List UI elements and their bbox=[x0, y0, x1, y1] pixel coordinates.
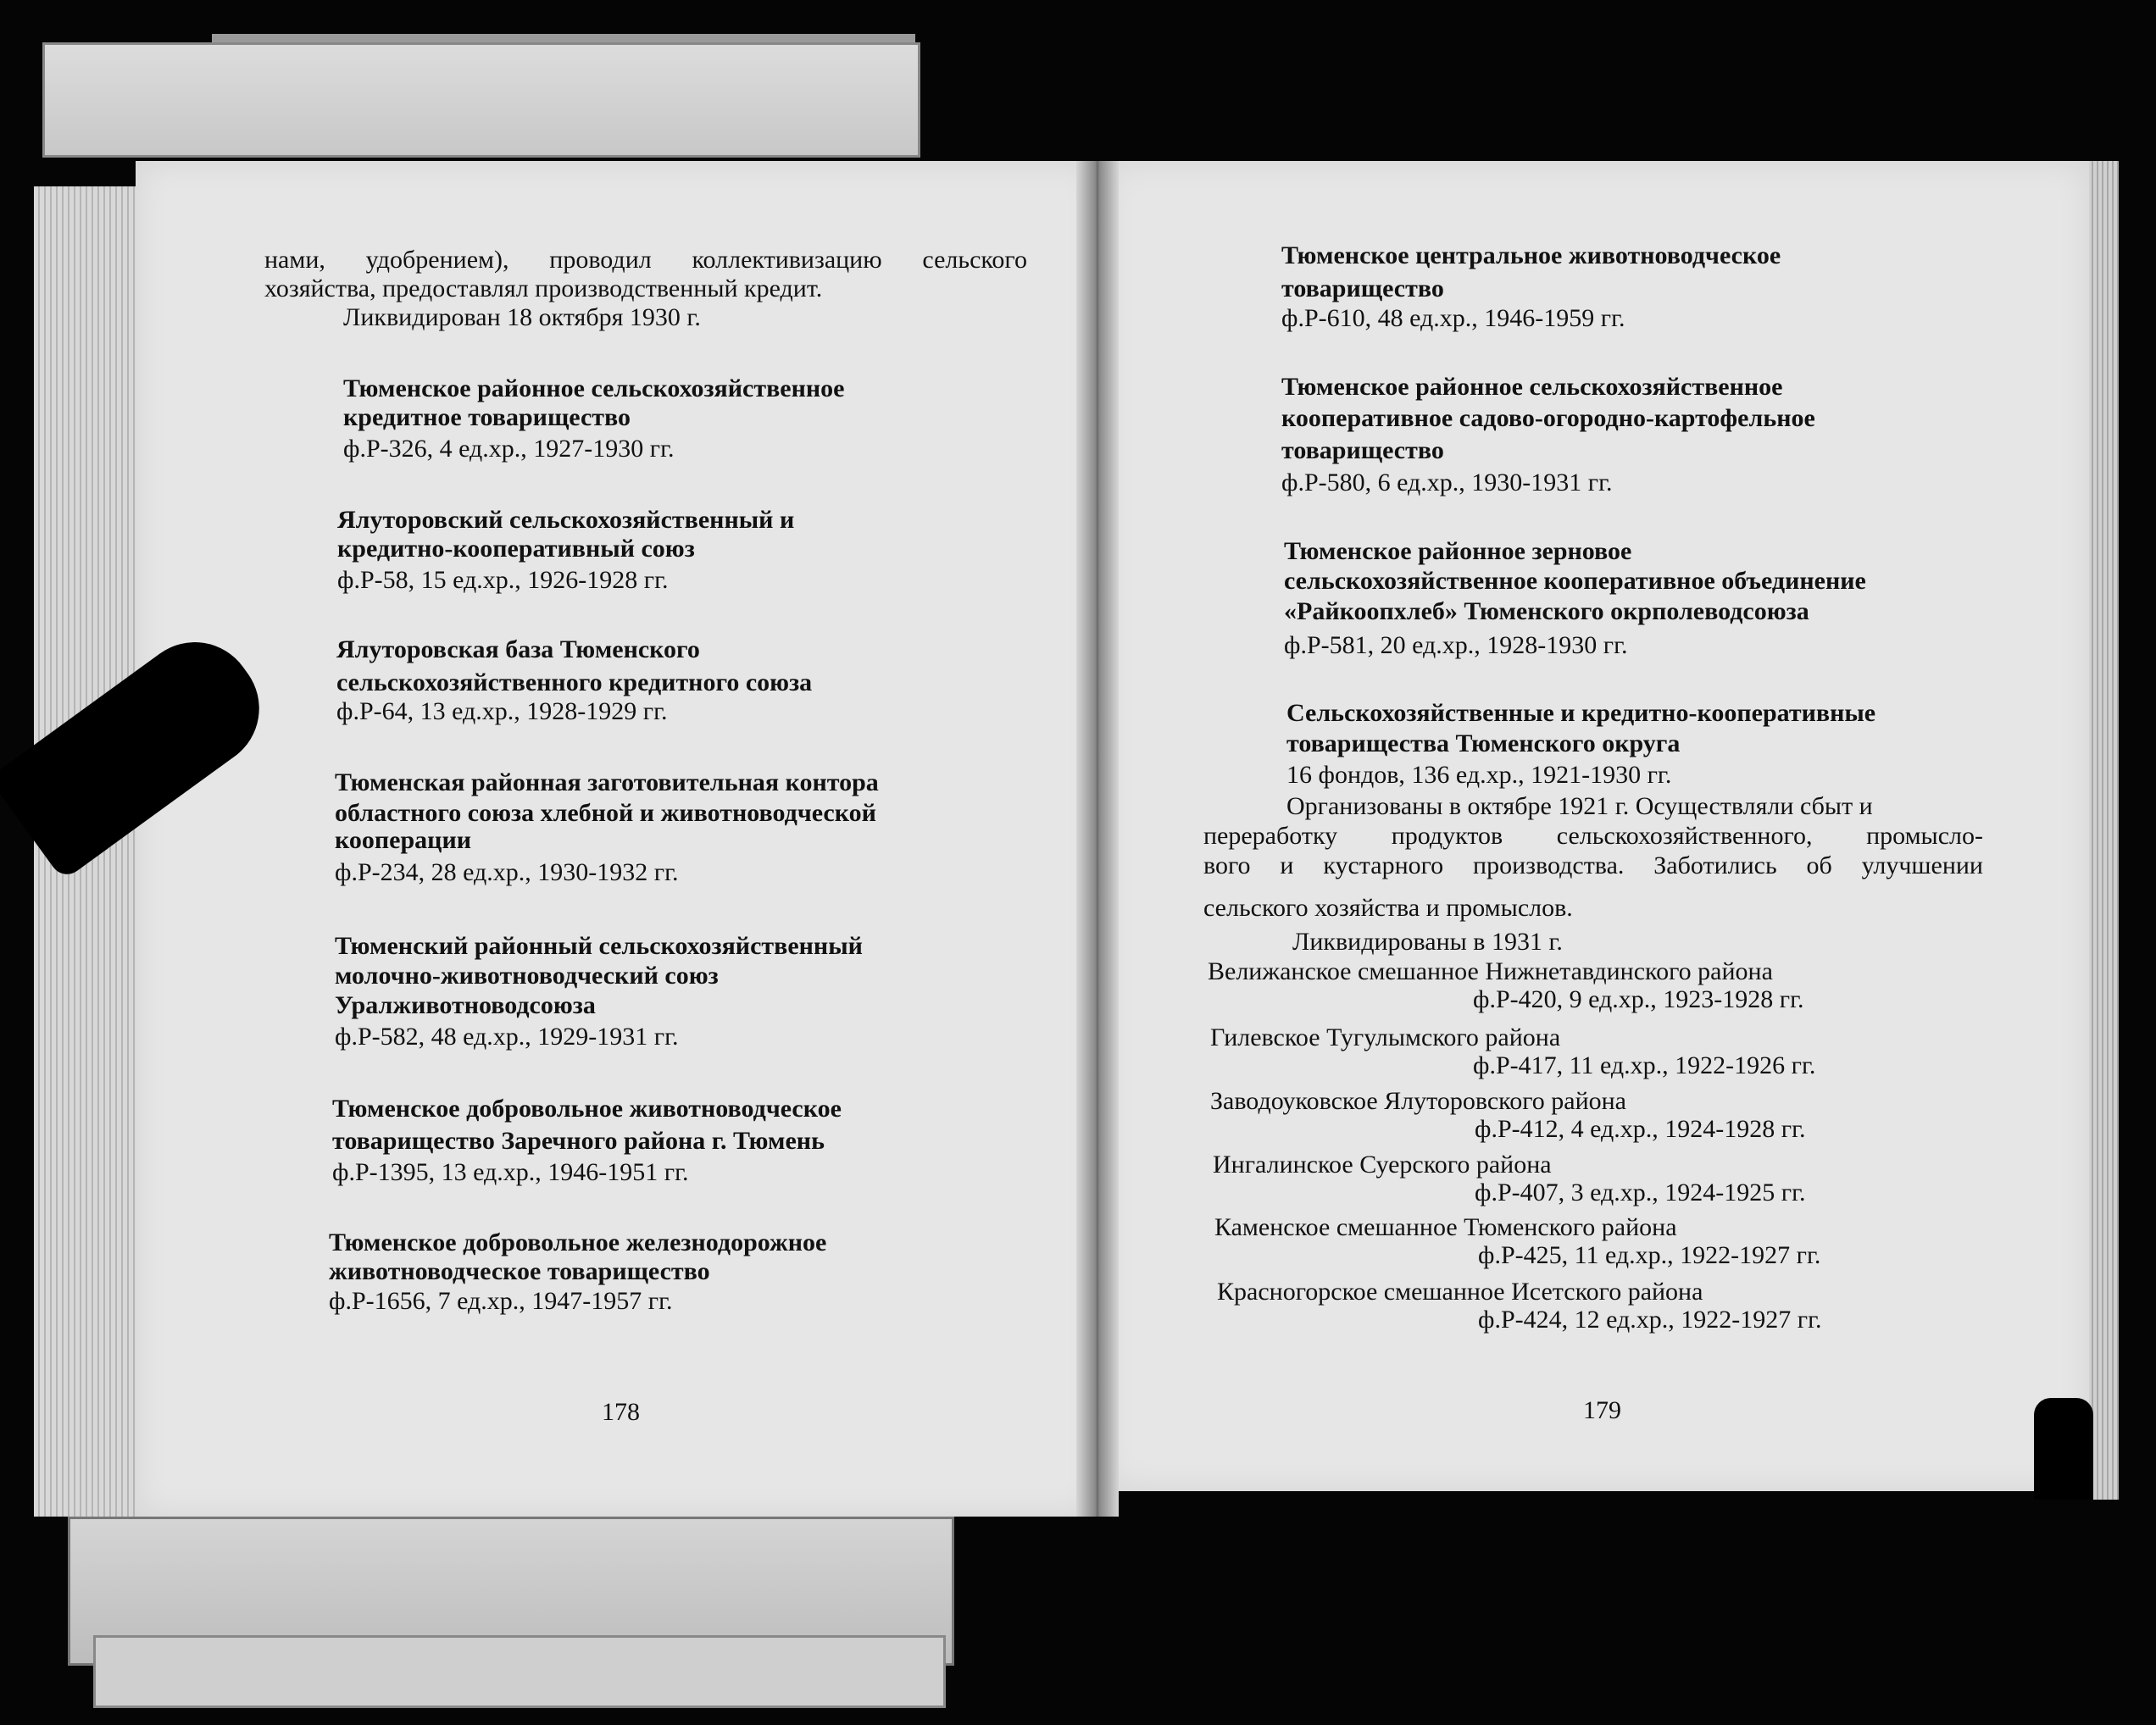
left-intro-line-1: нами, удобрением), проводил коллективизацию сельского bbox=[264, 246, 1027, 274]
sub-entry-name: Красногорское смешанное Исетского района bbox=[1217, 1278, 1703, 1306]
entry-title-line: Ялуторовский сельскохозяйственный и bbox=[337, 506, 795, 534]
entry-title-line: Тюменское районное зерновое bbox=[1284, 537, 1632, 565]
entry-title-line: Тюменское районное сельскохозяйственное bbox=[1281, 373, 1783, 401]
entry-title-line: Тюменское центральное животноводческое bbox=[1281, 241, 1781, 269]
entry-info: ф.Р-234, 28 ед.хр., 1930-1932 гг. bbox=[335, 858, 679, 886]
sub-entry-info: ф.Р-420, 9 ед.хр., 1923-1928 гг. bbox=[1473, 985, 1804, 1013]
entry-title-line: Тюменское добровольное животноводческое bbox=[332, 1095, 842, 1123]
entry-info: ф.Р-580, 6 ед.хр., 1930-1931 гг. bbox=[1281, 469, 1613, 496]
entry-info: ф.Р-58, 15 ед.хр., 1926-1928 гг. bbox=[337, 566, 669, 594]
book-stack-bottom-lower bbox=[93, 1635, 946, 1708]
sub-entry-info: ф.Р-424, 12 ед.хр., 1922-1927 гг. bbox=[1478, 1306, 1822, 1334]
page-number-right: 179 bbox=[1583, 1396, 1621, 1424]
book-stack-top bbox=[42, 42, 920, 158]
entry-title-line: кооперации bbox=[335, 826, 472, 854]
entry-info: ф.Р-610, 48 ед.хр., 1946-1959 гг. bbox=[1281, 304, 1625, 332]
entry-info: ф.Р-1656, 7 ед.хр., 1947-1957 гг. bbox=[329, 1287, 673, 1315]
left-intro-line-3: Ликвидирован 18 октября 1930 г. bbox=[343, 303, 701, 331]
entry-info: ф.Р-1395, 13 ед.хр., 1946-1951 гг. bbox=[332, 1158, 689, 1186]
sub-entry-name: Ингалинское Суерского района bbox=[1213, 1151, 1552, 1179]
sub-entry-info: ф.Р-412, 4 ед.хр., 1924-1928 гг. bbox=[1475, 1115, 1806, 1143]
entry-title-line: товарищество bbox=[1281, 436, 1444, 464]
page-number-left: 178 bbox=[602, 1398, 640, 1426]
sub-entry-info: ф.Р-417, 11 ед.хр., 1922-1926 гг. bbox=[1473, 1051, 1816, 1079]
entry-title-line: областного союза хлебной и животноводческой bbox=[335, 799, 876, 827]
entry-info: ф.Р-581, 20 ед.хр., 1928-1930 гг. bbox=[1284, 631, 1628, 659]
entry-title-line: товарищество bbox=[1281, 275, 1444, 302]
right-paragraph-line-3: вого и кустарного производства. Заботились об улучшении bbox=[1203, 851, 1983, 879]
sub-entry-info: ф.Р-407, 3 ед.хр., 1924-1925 гг. bbox=[1475, 1179, 1806, 1206]
sub-entry-name: Велижанское смешанное Нижнетавдинского района bbox=[1208, 957, 1773, 985]
liquidated-note: Ликвидированы в 1931 г. bbox=[1292, 928, 1563, 956]
right-paragraph-line-4: сельского хозяйства и промыслов. bbox=[1203, 894, 1573, 922]
entry-info: ф.Р-582, 48 ед.хр., 1929-1931 гг. bbox=[335, 1023, 679, 1051]
entry-title-line: кредитное товарищество bbox=[343, 403, 631, 431]
right-paragraph-line-2: переработку продуктов сельскохозяйственного, промысло- bbox=[1203, 822, 1983, 850]
left-intro-line-2: хозяйства, предоставлял производственный кредит. bbox=[264, 275, 823, 302]
entry-title-line: Сельскохозяйственные и кредитно-кооперативные bbox=[1286, 699, 1876, 727]
entry-info: ф.Р-326, 4 ед.хр., 1927-1930 гг. bbox=[343, 435, 675, 463]
sub-entry-info: ф.Р-425, 11 ед.хр., 1922-1927 гг. bbox=[1478, 1241, 1821, 1269]
entry-title-line: животноводческое товарищество bbox=[329, 1257, 710, 1285]
entry-info: 16 фондов, 136 ед.хр., 1921-1930 гг. bbox=[1286, 761, 1672, 789]
entry-info: ф.Р-64, 13 ед.хр., 1928-1929 гг. bbox=[336, 697, 668, 725]
sub-entry-name: Заводоуковское Ялуторовского района bbox=[1210, 1087, 1627, 1115]
entry-title-line: Уралживотноводсоюза bbox=[335, 991, 596, 1019]
entry-title-line: молочно-животноводческий союз bbox=[335, 962, 719, 990]
entry-title-line: кооперативное садово-огородно-картофельное bbox=[1281, 404, 1815, 432]
sub-entry-name: Гилевское Тугулымского района bbox=[1210, 1023, 1561, 1051]
entry-title-line: сельскохозяйственное кооперативное объединение bbox=[1284, 567, 1866, 595]
entry-title-line: товарищества Тюменского округа bbox=[1286, 729, 1681, 757]
book-gutter bbox=[1076, 161, 1119, 1517]
entry-title-line: Тюменское районное сельскохозяйственное bbox=[343, 374, 845, 402]
sub-entry-name: Каменское смешанное Тюменского района bbox=[1214, 1213, 1677, 1241]
entry-title-line: Тюменская районная заготовительная контора bbox=[335, 768, 879, 796]
entry-title-line: товарищество Заречного района г. Тюмень bbox=[332, 1127, 825, 1155]
entry-title-line: Ялуторовская база Тюменского bbox=[336, 635, 700, 663]
entry-title-line: Тюменский районный сельскохозяйственный bbox=[335, 932, 863, 960]
entry-title-line: сельскохозяйственного кредитного союза bbox=[336, 668, 813, 696]
entry-title-line: «Райкоопхлеб» Тюменского окрполеводсоюза bbox=[1284, 597, 1809, 625]
page-tab-marker bbox=[2034, 1398, 2093, 1500]
right-paragraph-line-1: Организованы в октябре 1921 г. Осуществляли сбыт и bbox=[1286, 792, 1873, 820]
entry-title-line: Тюменское добровольное железнодорожное bbox=[329, 1229, 827, 1256]
entry-title-line: кредитно-кооперативный союз bbox=[337, 535, 695, 563]
